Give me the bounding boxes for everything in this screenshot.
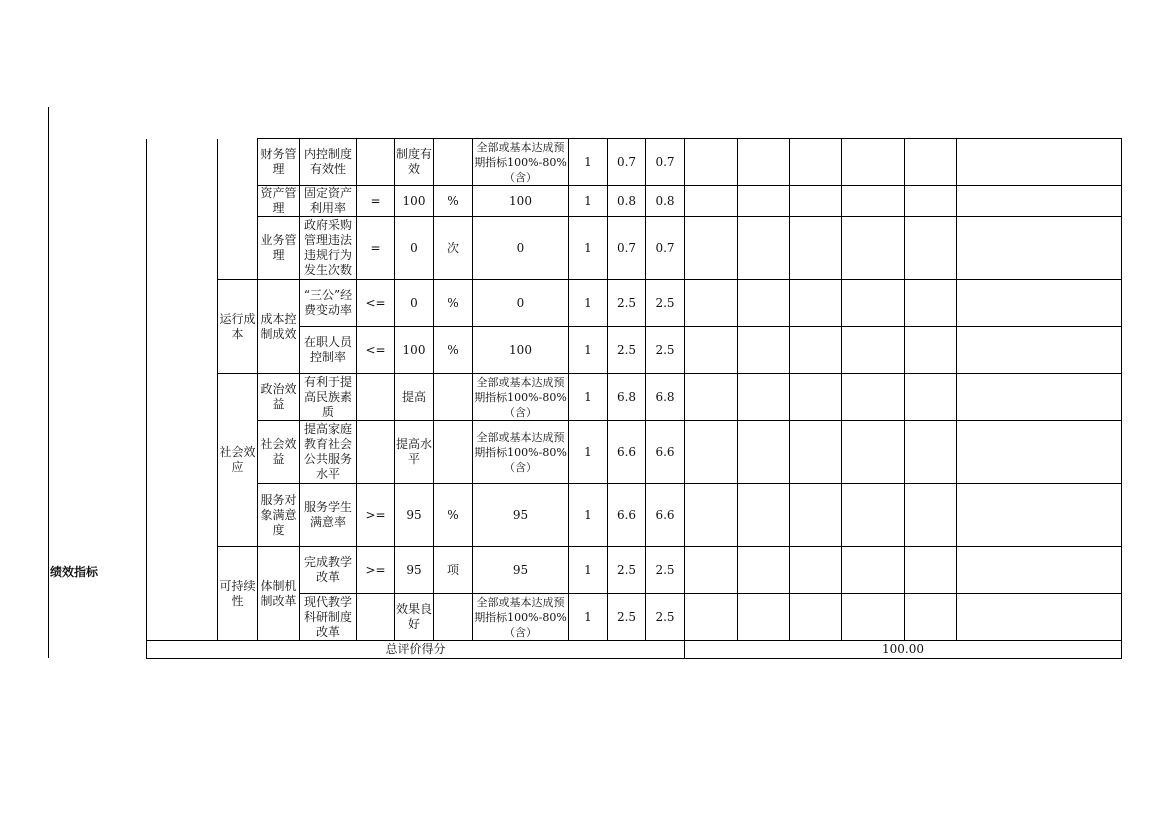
cell-level3: “三公”经费变动率 — [300, 280, 357, 327]
cell-level2: 财务管理 — [258, 139, 300, 186]
cell-weight: 1 — [569, 217, 608, 280]
empty-cell — [905, 484, 957, 547]
cell-score-2: 2.5 — [646, 280, 685, 327]
cell-level3: 有利于提高民族素质 — [300, 374, 357, 421]
empty-cell — [905, 139, 957, 186]
cell-level3: 提高家庭教育社会公共服务水平 — [300, 421, 357, 484]
cell-score-2: 0.7 — [646, 217, 685, 280]
cell-value: 95 — [395, 484, 434, 547]
cell-level2: 资产管理 — [258, 186, 300, 217]
cell-level3: 服务学生满意率 — [300, 484, 357, 547]
cell-operator — [357, 594, 395, 641]
empty-cell — [842, 594, 905, 641]
cell-unit — [434, 594, 473, 641]
cell-operator: <= — [357, 327, 395, 374]
cell-level3: 固定资产利用率 — [300, 186, 357, 217]
empty-cell — [790, 547, 842, 594]
performance-indicator-table — [146, 138, 1122, 659]
total-value: 100.00 — [685, 641, 1122, 659]
empty-cell — [905, 421, 957, 484]
empty-cell — [738, 374, 790, 421]
empty-cell — [685, 594, 738, 641]
cell-weight: 1 — [569, 327, 608, 374]
cell-level3: 政府采购管理违法违规行为发生次数 — [300, 217, 357, 280]
table-row — [147, 217, 1122, 280]
empty-cell — [842, 217, 905, 280]
cell-target: 全部或基本达成预期指标100%-80%（含） — [473, 421, 569, 484]
cell-operator: >= — [357, 547, 395, 594]
table-row — [147, 186, 1122, 217]
cell-unit: % — [434, 186, 473, 217]
empty-cell — [738, 547, 790, 594]
empty-cell — [842, 421, 905, 484]
cell-score-1: 6.6 — [608, 484, 646, 547]
page-left-rule — [48, 107, 49, 658]
group-label-operating-cost: 运行成本 — [218, 280, 258, 374]
cell-value: 0 — [395, 217, 434, 280]
cell-unit: % — [434, 280, 473, 327]
empty-cell — [685, 374, 738, 421]
cell-score-1: 2.5 — [608, 594, 646, 641]
cell-score-2: 0.7 — [646, 139, 685, 186]
side-label-performance: 绩效指标 — [50, 565, 99, 579]
empty-cell — [905, 374, 957, 421]
empty-cell — [738, 217, 790, 280]
cell-level3: 内控制度有效性 — [300, 139, 357, 186]
empty-cell — [905, 217, 957, 280]
cell-weight: 1 — [569, 594, 608, 641]
empty-cell — [957, 374, 1122, 421]
cell-target: 95 — [473, 484, 569, 547]
empty-cell — [685, 186, 738, 217]
empty-cell — [790, 327, 842, 374]
cell-score-2: 2.5 — [646, 547, 685, 594]
empty-cell — [905, 186, 957, 217]
cell-level2: 政治效益 — [258, 374, 300, 421]
empty-cell — [842, 186, 905, 217]
cell-unit — [434, 421, 473, 484]
cell-score-1: 0.7 — [608, 217, 646, 280]
cell-score-2: 6.8 — [646, 374, 685, 421]
cell-operator: >= — [357, 484, 395, 547]
empty-cell — [790, 217, 842, 280]
cell-weight: 1 — [569, 547, 608, 594]
cell-target: 全部或基本达成预期指标100%-80%（含） — [474, 375, 567, 419]
cell-value: 提高水平 — [395, 421, 434, 484]
empty-cell — [842, 280, 905, 327]
cell-level3: 在职人员控制率 — [300, 327, 357, 374]
empty-cell — [905, 327, 957, 374]
cell-target: 全部或基本达成预期指标100%-80%（含） — [474, 140, 567, 184]
cell-operator: = — [357, 186, 395, 217]
cell-value: 95 — [395, 547, 434, 594]
empty-cell — [842, 484, 905, 547]
empty-cell — [738, 594, 790, 641]
cell-target: 100 — [473, 186, 569, 217]
empty-cell — [790, 139, 842, 186]
group-label-social-effect: 社会效应 — [218, 374, 258, 547]
cell-score-2: 2.5 — [646, 594, 685, 641]
cell-weight: 1 — [569, 374, 608, 421]
cell-value: 提高 — [395, 374, 434, 421]
cell-target: 0 — [473, 280, 569, 327]
empty-cell — [842, 139, 905, 186]
cell-level2: 业务管理 — [258, 217, 300, 280]
table-row — [147, 139, 1122, 186]
empty-cell — [738, 186, 790, 217]
empty-cell — [790, 421, 842, 484]
empty-cell — [738, 280, 790, 327]
total-label: 总评价得分 — [147, 641, 685, 659]
cell-level2: 社会效益 — [258, 421, 300, 484]
empty-cell — [842, 547, 905, 594]
cell-score-1: 2.5 — [608, 547, 646, 594]
empty-cell — [790, 484, 842, 547]
empty-cell — [957, 327, 1122, 374]
cell-score-2: 6.6 — [646, 484, 685, 547]
cell-score-2: 0.8 — [646, 186, 685, 217]
cell-operator: = — [357, 217, 395, 280]
cell-level3: 现代教学科研制度改革 — [300, 594, 357, 641]
cell-value: 制度有效 — [395, 139, 434, 186]
cell-value: 100 — [395, 327, 434, 374]
blank-col-b — [218, 139, 258, 280]
cell-operator — [357, 421, 395, 484]
empty-cell — [957, 594, 1122, 641]
empty-cell — [905, 547, 957, 594]
cell-unit: % — [434, 484, 473, 547]
empty-cell — [905, 280, 957, 327]
empty-cell — [685, 217, 738, 280]
empty-cell — [738, 139, 790, 186]
empty-cell — [790, 280, 842, 327]
cell-unit — [434, 374, 473, 421]
empty-cell — [685, 484, 738, 547]
cell-unit: % — [434, 327, 473, 374]
cell-target: 0 — [473, 217, 569, 280]
cell-score-1: 0.7 — [608, 139, 646, 186]
empty-cell — [957, 484, 1122, 547]
cell-target: 100 — [473, 327, 569, 374]
cell-weight: 1 — [569, 280, 608, 327]
empty-cell — [738, 421, 790, 484]
blank-col-a — [147, 139, 218, 641]
cell-value: 0 — [395, 280, 434, 327]
cell-score-2: 2.5 — [646, 327, 685, 374]
cell-weight: 1 — [569, 139, 608, 186]
empty-cell — [957, 421, 1122, 484]
empty-cell — [738, 484, 790, 547]
cell-unit: 次 — [434, 217, 473, 280]
cell-level2-institutional-reform: 体制机制改革 — [258, 547, 300, 641]
group-label-sustainability: 可持续性 — [218, 547, 258, 641]
cell-unit — [434, 139, 473, 186]
empty-cell — [685, 421, 738, 484]
empty-cell — [685, 280, 738, 327]
empty-cell — [957, 280, 1122, 327]
cell-score-1: 6.6 — [608, 421, 646, 484]
cell-weight: 1 — [569, 186, 608, 217]
cell-value: 100 — [395, 186, 434, 217]
cell-weight: 1 — [569, 421, 608, 484]
cell-score-1: 6.8 — [608, 374, 646, 421]
cell-operator — [357, 374, 395, 421]
cell-score-1: 2.5 — [608, 327, 646, 374]
table-row — [147, 421, 1122, 484]
empty-cell — [685, 139, 738, 186]
cell-target: 全部或基本达成预期指标100%-80%（含） — [474, 595, 567, 639]
cell-score-1: 0.8 — [608, 186, 646, 217]
table-row — [147, 547, 1122, 594]
empty-cell — [905, 594, 957, 641]
table-row — [147, 484, 1122, 547]
cell-score-1: 2.5 — [608, 280, 646, 327]
empty-cell — [790, 594, 842, 641]
empty-cell — [957, 139, 1122, 186]
empty-cell — [842, 374, 905, 421]
empty-cell — [842, 327, 905, 374]
empty-cell — [957, 547, 1122, 594]
empty-cell — [738, 327, 790, 374]
cell-operator: <= — [357, 280, 395, 327]
total-row — [147, 641, 1122, 659]
cell-value: 效果良好 — [395, 594, 434, 641]
empty-cell — [685, 547, 738, 594]
cell-weight: 1 — [569, 484, 608, 547]
empty-cell — [957, 186, 1122, 217]
cell-level2-cost-control: 成本控制成效 — [258, 280, 300, 374]
empty-cell — [790, 374, 842, 421]
empty-cell — [685, 327, 738, 374]
cell-target: 95 — [473, 547, 569, 594]
cell-unit: 项 — [434, 547, 473, 594]
cell-operator — [357, 139, 395, 186]
empty-cell — [790, 186, 842, 217]
empty-cell — [957, 217, 1122, 280]
table-row — [147, 280, 1122, 327]
table-row — [147, 374, 1122, 421]
cell-score-2: 6.6 — [646, 421, 685, 484]
cell-level3: 完成教学改革 — [300, 547, 357, 594]
cell-level2: 服务对象满意度 — [258, 484, 300, 547]
